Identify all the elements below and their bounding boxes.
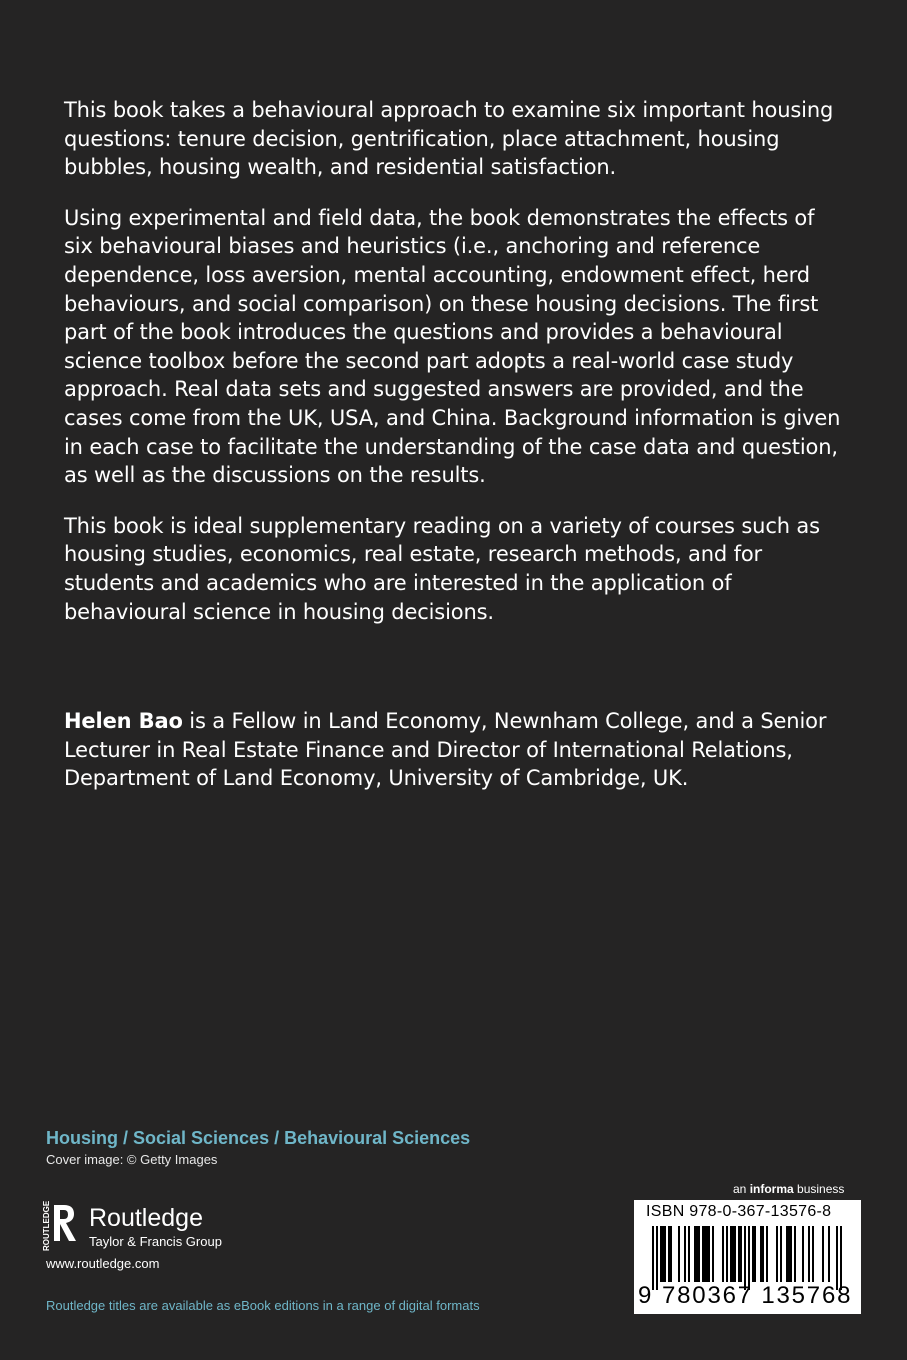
- barcode-bar: [740, 1226, 742, 1282]
- author-bio-paragraph: [64, 707, 844, 793]
- barcode-bar: [696, 1226, 698, 1282]
- back-cover-blurb: [64, 96, 844, 648]
- barcode-bar: [744, 1226, 746, 1290]
- barcode-bar: [752, 1226, 754, 1282]
- publisher-name: Routledge: [89, 1204, 203, 1232]
- barcode-bar: [684, 1226, 686, 1282]
- blurb-paragraph-2: Using experimental and field data, the book demonstrates the effects of six behavioural biases and heuristics (i.e., anchoring and reference dependence, loss aversion, mental accounting, endowment effect, herd behaviours, and social comparison) on these housing decisions. The first part of the book introduces the questions and provides a behavioural science toolbox before the second part adopts a real-world case study approach. Real data sets and suggested answers are provided, and the cases come from the UK, USA, and China. Background information is given in each case to facilitate the understanding of the case data and question, as well as the discussions on the results.: [64, 205, 841, 488]
- author-name: Helen Bao: [64, 709, 183, 733]
- barcode-bar: [760, 1226, 762, 1282]
- barcode-bar: [786, 1226, 788, 1282]
- barcode-bar: [730, 1226, 732, 1282]
- barcode-bar: [726, 1226, 728, 1282]
- barcode-bar: [662, 1226, 664, 1282]
- barcode-bar: [790, 1226, 792, 1282]
- barcode-bar: [766, 1226, 768, 1282]
- barcode-bar: [706, 1226, 708, 1282]
- barcode-bar: [738, 1226, 740, 1282]
- barcode-bar: [732, 1226, 734, 1282]
- barcode-bar: [708, 1226, 710, 1282]
- cover-image-credit: Cover image: © Getty Images: [46, 1152, 218, 1167]
- barcode-bar: [780, 1226, 782, 1282]
- informa-suffix: business: [793, 1182, 845, 1196]
- barcode-bar: [704, 1226, 706, 1282]
- barcode-bar: [788, 1226, 790, 1282]
- barcode-bar: [688, 1226, 690, 1282]
- barcode-bar: [812, 1226, 814, 1282]
- informa-prefix: an: [733, 1182, 750, 1196]
- barcode-bar: [712, 1226, 714, 1282]
- barcode-bar: [802, 1226, 804, 1282]
- barcode-bar: [754, 1226, 756, 1282]
- publisher-website: www.routledge.com: [46, 1256, 160, 1271]
- barcode-bar: [660, 1226, 662, 1282]
- informa-brand: informa: [749, 1182, 794, 1196]
- barcode-bar: [656, 1226, 658, 1290]
- barcode-bar: [808, 1226, 810, 1282]
- isbn-label: ISBN 978-0-367-13576-8: [646, 1203, 832, 1220]
- ean-digits: 780367 135768: [662, 1282, 853, 1309]
- barcode-bar: [668, 1226, 670, 1282]
- blurb-paragraph-1: This book takes a behavioural approach to examine six important housing questions: tenure decision, gentrification, place attachment, housing bubbles, housing wealth, and residential satisfaction.: [64, 98, 834, 180]
- author-bio-text: is a Fellow in Land Economy, Newnham College, and a Senior Lecturer in Real Estate Finance and Director of International Relations, Department of Land Economy, University of Cambridge, UK.: [64, 709, 827, 791]
- author-bio: [64, 707, 844, 793]
- barcode-bar: [734, 1226, 736, 1282]
- barcode-bar: [664, 1226, 666, 1282]
- informa-business-tagline: [733, 1182, 844, 1196]
- barcode-bar: [722, 1226, 724, 1282]
- barcode-bar: [678, 1226, 680, 1282]
- barcode-bar: [822, 1226, 824, 1282]
- routledge-logo: [40, 1201, 240, 1257]
- ean-first-digit: 9: [638, 1282, 652, 1309]
- blurb-paragraph-3: This book is ideal supplementary reading on a variety of courses such as housing studies, economics, real estate, research methods, and for students and academics who are interested in the application of behavioural science in housing decisions.: [64, 513, 820, 624]
- routledge-r-icon: [40, 1201, 84, 1253]
- barcode-bar: [694, 1226, 696, 1282]
- ebook-availability-note: Routledge titles are available as eBook editions in a range of digital formats: [46, 1298, 480, 1313]
- barcode-bar: [698, 1226, 700, 1282]
- barcode-bar: [652, 1226, 654, 1290]
- barcode-bar: [836, 1226, 838, 1290]
- barcode-bar: [828, 1226, 830, 1282]
- barcode-bar: [776, 1226, 778, 1282]
- barcode-bar: [702, 1226, 704, 1282]
- publisher-group: Taylor & Francis Group: [89, 1234, 222, 1249]
- barcode-bar: [840, 1226, 842, 1290]
- subject-categories: Housing / Social Sciences / Behavioural Sciences: [46, 1128, 471, 1148]
- barcode-bar: [762, 1226, 764, 1282]
- routledge-mark-text: ROUTLEDGE: [42, 1201, 51, 1251]
- isbn-barcode-panel: [634, 1200, 861, 1314]
- barcode-bar: [794, 1226, 796, 1282]
- barcode-bar: [670, 1226, 672, 1282]
- barcode-bar: [748, 1226, 750, 1290]
